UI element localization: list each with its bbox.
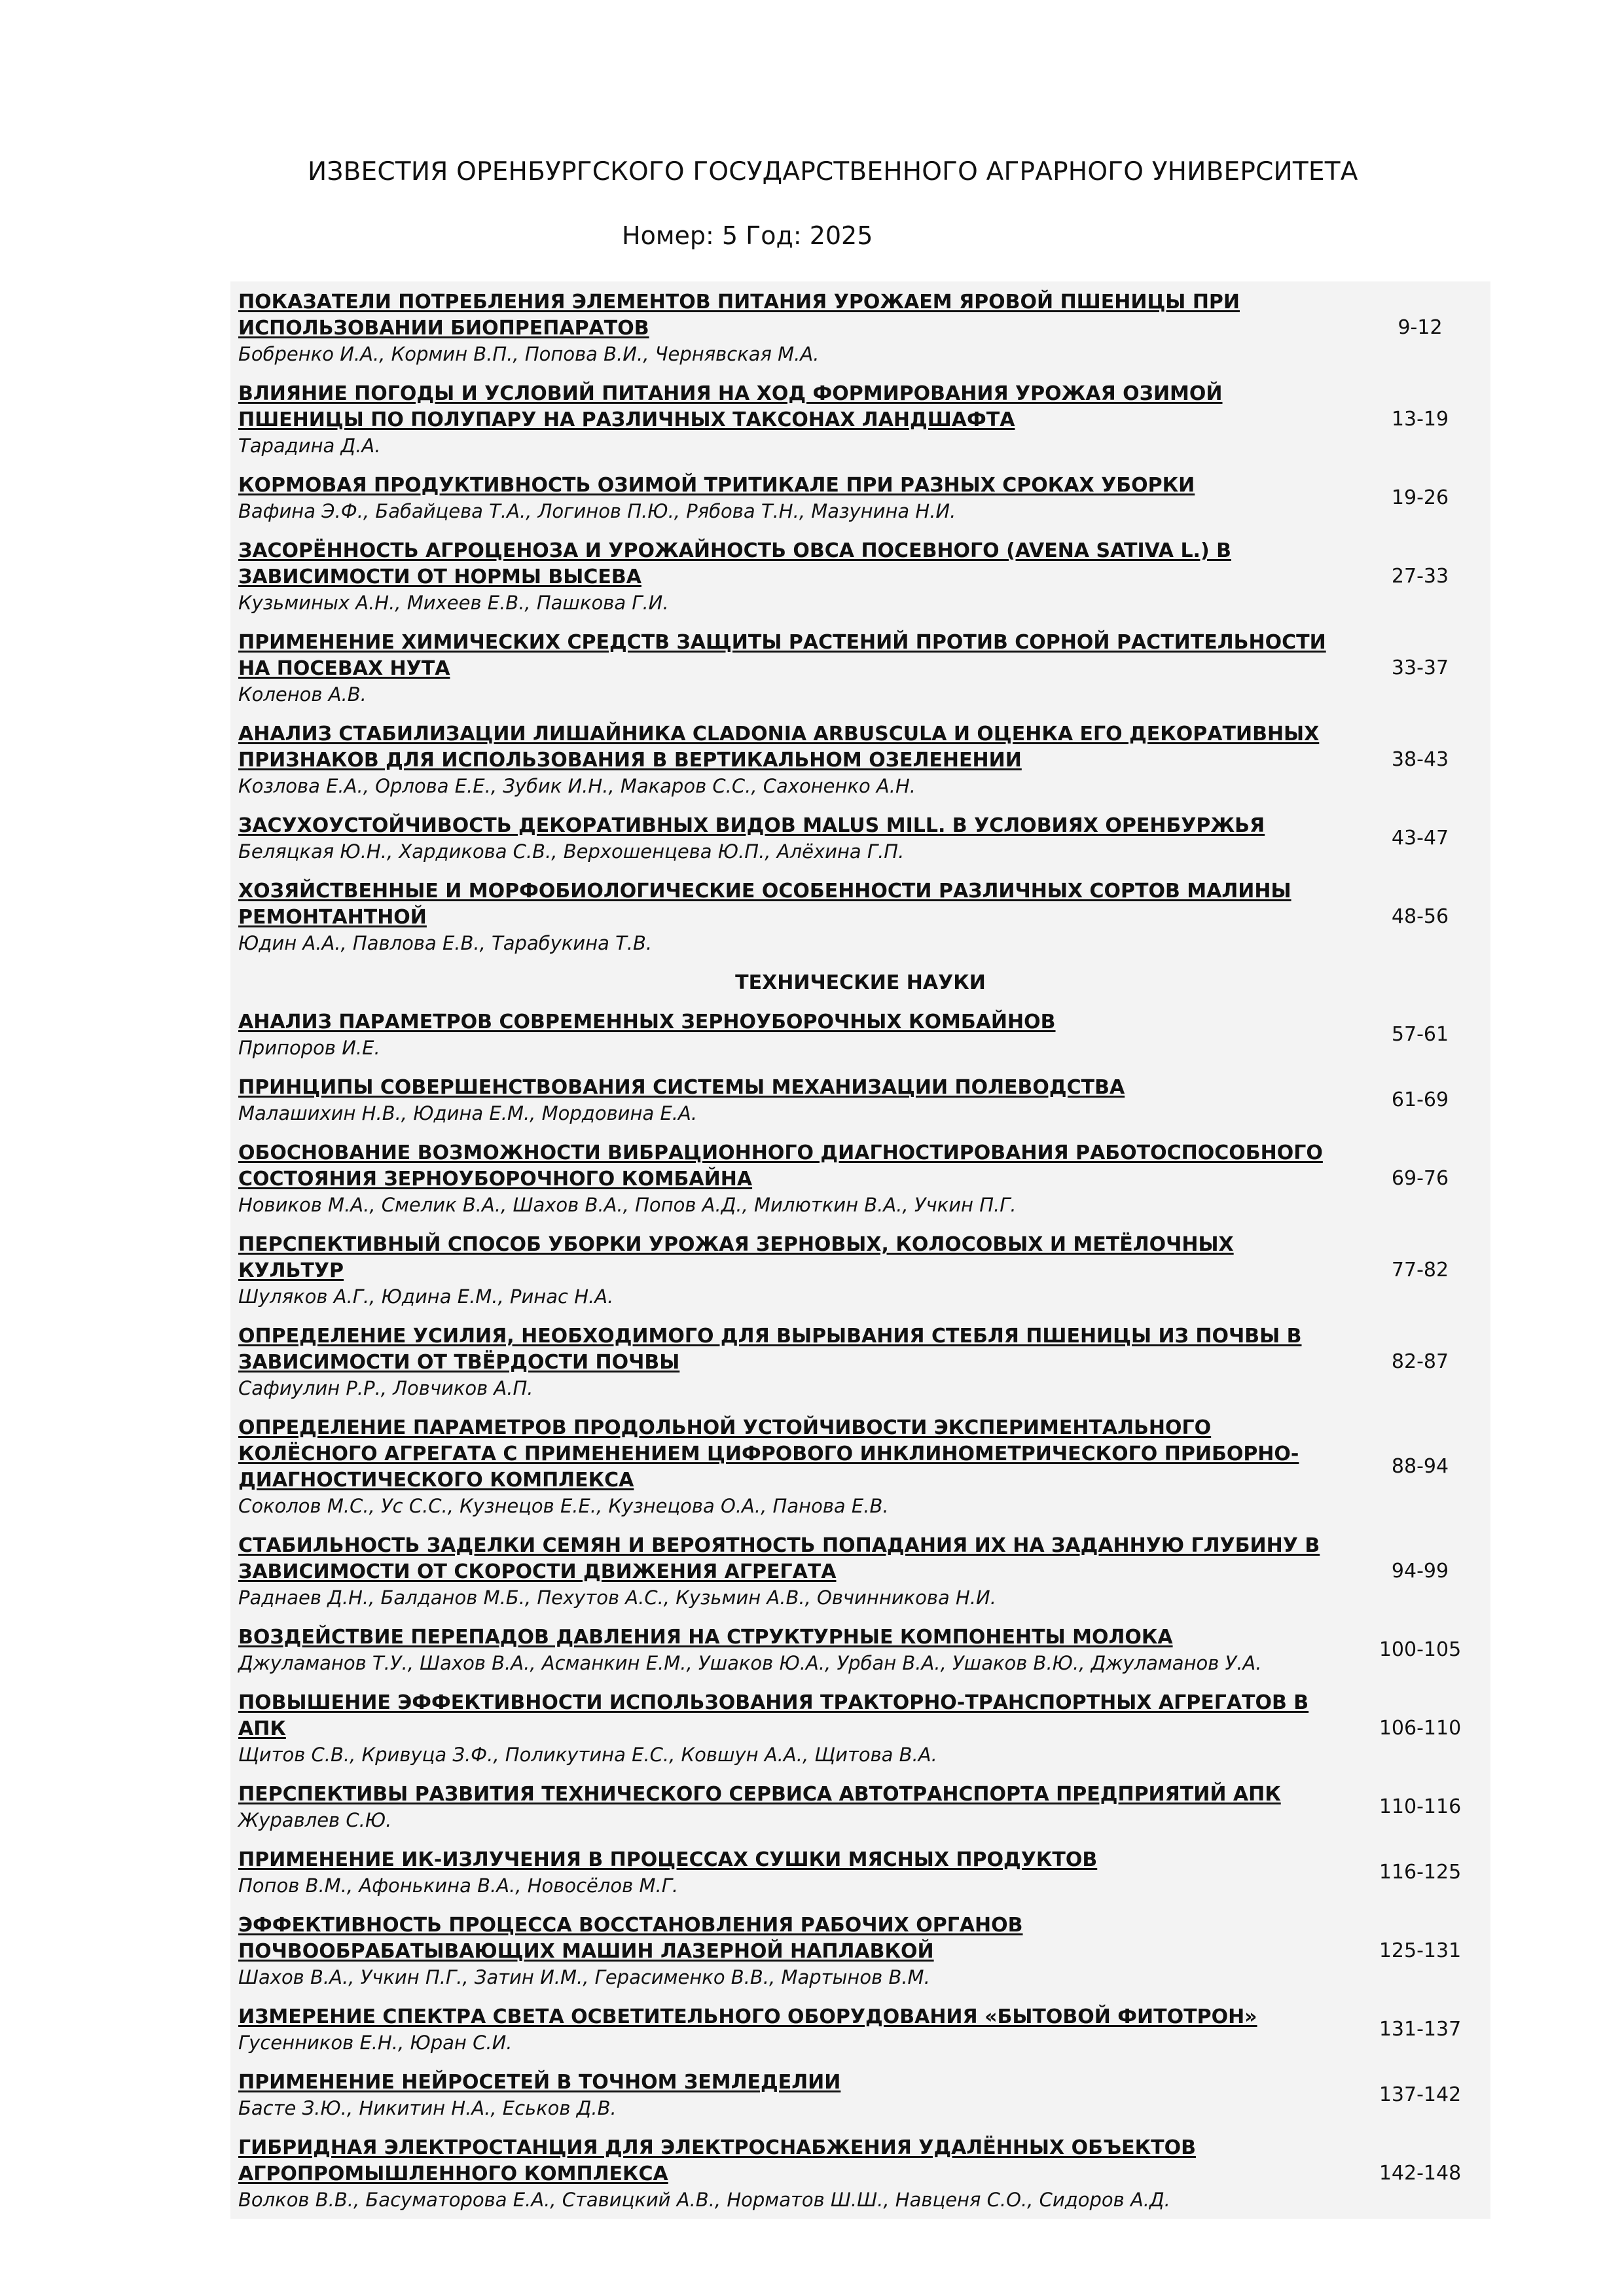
article-title-link[interactable]: ПРИМЕНЕНИЕ НЕЙРОСЕТЕЙ В ТОЧНОМ ЗЕМЛЕДЕЛИИ [238, 2071, 841, 2094]
toc-entry [230, 1996, 1490, 2062]
article-title-link[interactable]: ПЕРСПЕКТИВЫ РАЗВИТИЯ ТЕХНИЧЕСКОГО СЕРВИСА АВТОТРАНСПОРТА ПРЕДПРИЯТИЙ АПК [238, 1783, 1281, 1806]
page-range: 38-43 [1391, 747, 1449, 771]
entry-cell [230, 870, 1350, 962]
page-range: 13-19 [1391, 407, 1449, 431]
article-authors: Попов В.М., Афонькина В.А., Новосёлов М.Г. [238, 1874, 679, 1897]
article-title-link[interactable]: ЗАСОРЁННОСТЬ АГРОЦЕНОЗА И УРОЖАЙНОСТЬ ОВСА ПОСЕВНОГО (AVENA SATIVA L.) В ЗАВИСИМОСТИ ОТ НОРМЫ ВЫСЕВА [238, 539, 1231, 588]
toc-entry [230, 1407, 1490, 1525]
page-range: 88-94 [1391, 1454, 1449, 1478]
article-authors: Гусенников Е.Н., Юран С.И. [238, 2032, 513, 2054]
entry-cell [230, 1316, 1350, 1407]
article-title-link[interactable]: ПРИМЕНЕНИЕ ИК-ИЗЛУЧЕНИЯ В ПРОЦЕССАХ СУШКИ МЯСНЫХ ПРОДУКТОВ [238, 1848, 1098, 1871]
article-authors: Малашихин Н.В., Юдина Е.М., Мордовина Е.А. [238, 1102, 698, 1124]
entry-cell [230, 622, 1350, 713]
page-range: 125-131 [1379, 1939, 1462, 1962]
entry-cell [230, 805, 1350, 870]
article-authors: Джуламанов Т.У., Шахов В.А., Асманкин Е.М., Ушаков Ю.А., Урбан В.А., Ушаков В.Ю., Джуламанов У.А. [238, 1652, 1262, 1674]
article-title-link[interactable]: ИЗМЕРЕНИЕ СПЕКТРА СВЕТА ОСВЕТИТЕЛЬНОГО ОБОРУДОВАНИЯ «БЫТОВОЙ ФИТОТРОН» [238, 2005, 1257, 2028]
entry-cell [230, 465, 1350, 530]
page-range: 106-110 [1379, 1716, 1462, 1740]
toc-entry [230, 1617, 1490, 1682]
article-authors: Тарадина Д.А. [238, 435, 381, 457]
article-authors: Бобренко И.А., Кормин В.П., Попова В.И., Чернявская М.А. [238, 343, 820, 365]
article-title-link[interactable]: ЭФФЕКТИВНОСТЬ ПРОЦЕССА ВОССТАНОВЛЕНИЯ РАБОЧИХ ОРГАНОВ ПОЧВООБРАБАТЫВАЮЩИХ МАШИН ЛАЗЕРНОЙ НАПЛАВКОЙ [238, 1914, 1023, 1963]
article-authors: Щитов С.В., Кривуца З.Ф., Поликутина Е.С., Ковшун А.А., Щитова В.А. [238, 1744, 937, 1766]
entry-cell [230, 1224, 1350, 1316]
page-range: 131-137 [1379, 2017, 1462, 2041]
entry-cell [230, 281, 1350, 373]
page-range: 77-82 [1391, 1258, 1449, 1282]
entry-cell [230, 2062, 1350, 2127]
page-range: 61-69 [1391, 1088, 1449, 1111]
page-range: 19-26 [1391, 486, 1449, 509]
table-of-contents [230, 281, 1490, 2219]
entry-cell [230, 1525, 1350, 1617]
entry-cell [230, 1839, 1350, 1905]
article-authors: Журавлев С.Ю. [238, 1809, 392, 1831]
article-title-link[interactable]: ПРИМЕНЕНИЕ ХИМИЧЕСКИХ СРЕДСТВ ЗАЩИТЫ РАСТЕНИЙ ПРОТИВ СОРНОЙ РАСТИТЕЛЬНОСТИ НА ПОСЕВАХ НУТА [238, 631, 1326, 680]
page-range: 43-47 [1391, 826, 1449, 850]
article-authors: Шахов В.А., Учкин П.Г., Затин И.М., Герасименко В.В., Мартынов В.М. [238, 1966, 930, 1988]
entry-cell [230, 713, 1350, 805]
entry-cell [230, 1001, 1350, 1067]
article-title-link[interactable]: КОРМОВАЯ ПРОДУКТИВНОСТЬ ОЗИМОЙ ТРИТИКАЛЕ ПРИ РАЗНЫХ СРОКАХ УБОРКИ [238, 474, 1195, 497]
article-authors: Басте З.Ю., Никитин Н.А., Еськов Д.В. [238, 2097, 617, 2119]
article-title-link[interactable]: ПЕРСПЕКТИВНЫЙ СПОСОБ УБОРКИ УРОЖАЯ ЗЕРНОВЫХ, КОЛОСОВЫХ И МЕТЁЛОЧНЫХ КУЛЬТУР [238, 1233, 1234, 1282]
entry-cell [230, 1132, 1350, 1224]
entry-cell [230, 1617, 1350, 1682]
page-range: 142-148 [1379, 2161, 1462, 2185]
toc-entry [230, 2062, 1490, 2127]
toc-entry [230, 1001, 1490, 1067]
entry-cell [230, 373, 1350, 465]
toc-section [230, 962, 1490, 1001]
toc-entry [230, 281, 1490, 373]
page-range: 57-61 [1391, 1022, 1449, 1046]
entry-cell [230, 1407, 1350, 1525]
article-authors: Сафиулин Р.Р., Ловчиков А.П. [238, 1377, 533, 1399]
article-title-link[interactable]: ВОЗДЕЙСТВИЕ ПЕРЕПАДОВ ДАВЛЕНИЯ НА СТРУКТУРНЫЕ КОМПОНЕНТЫ МОЛОКА [238, 1626, 1173, 1649]
page-range: 48-56 [1391, 905, 1449, 928]
toc-entry [230, 1132, 1490, 1224]
toc-entry [230, 622, 1490, 713]
article-authors: Новиков М.А., Смелик В.А., Шахов В.А., Попов А.Д., Милюткин В.А., Учкин П.Г. [238, 1194, 1017, 1216]
article-title-link[interactable]: ГИБРИДНАЯ ЭЛЕКТРОСТАНЦИЯ ДЛЯ ЭЛЕКТРОСНАБЖЕНИЯ УДАЛЁННЫХ ОБЪЕКТОВ АГРОПРОМЫШЛЕННОГО КОМПЛЕКСА [238, 2136, 1196, 2185]
page-range: 137-142 [1379, 2083, 1462, 2106]
article-title-link[interactable]: ОПРЕДЕЛЕНИЕ ПАРАМЕТРОВ ПРОДОЛЬНОЙ УСТОЙЧИВОСТИ ЭКСПЕРИМЕНТАЛЬНОГО КОЛЁСНОГО АГРЕГАТА С ПРИМЕНЕНИЕМ ЦИФРОВОГО ИНКЛИНОМЕТРИЧЕСКОГО ПРИБОРНО-ДИАГНОСТИЧЕСКОГО КОМПЛЕКСА [238, 1416, 1299, 1492]
section-row [230, 962, 1490, 1001]
toc-entry [230, 1525, 1490, 1617]
toc-entry [230, 1224, 1490, 1316]
toc-entry [230, 713, 1490, 805]
article-title-link[interactable]: ПРИНЦИПЫ СОВЕРШЕНСТВОВАНИЯ СИСТЕМЫ МЕХАНИЗАЦИИ ПОЛЕВОДСТВА [238, 1076, 1125, 1099]
toc-entry [230, 530, 1490, 622]
article-title-link[interactable]: ХОЗЯЙСТВЕННЫЕ И МОРФОБИОЛОГИЧЕСКИЕ ОСОБЕННОСТИ РАЗЛИЧНЫХ СОРТОВ МАЛИНЫ РЕМОНТАНТНОЙ [238, 880, 1291, 929]
issue-number-year: Номер: 5 Год: 2025 [622, 221, 873, 250]
article-authors: Юдин А.А., Павлова Е.В., Тарабукина Т.В. [238, 932, 653, 954]
article-title-link[interactable]: ПОВЫШЕНИЕ ЭФФЕКТИВНОСТИ ИСПОЛЬЗОВАНИЯ ТРАКТОРНО-ТРАНСПОРТНЫХ АГРЕГАТОВ В АПК [238, 1691, 1309, 1740]
article-authors: Шуляков А.Г., Юдина Е.М., Ринас Н.А. [238, 1285, 614, 1308]
article-title-link[interactable]: ЗАСУХОУСТОЙЧИВОСТЬ ДЕКОРАТИВНЫХ ВИДОВ MALUS MILL. В УСЛОВИЯХ ОРЕНБУРЖЬЯ [238, 814, 1265, 837]
toc-entry [230, 1067, 1490, 1132]
toc-entry [230, 465, 1490, 530]
toc-entry [230, 1316, 1490, 1407]
page-range: 94-99 [1391, 1559, 1449, 1583]
entry-cell [230, 1682, 1350, 1774]
entry-cell [230, 530, 1350, 622]
article-title-link[interactable]: АНАЛИЗ ПАРАМЕТРОВ СОВРЕМЕННЫХ ЗЕРНОУБОРОЧНЫХ КОМБАЙНОВ [238, 1011, 1056, 1033]
page-range: 33-37 [1391, 656, 1449, 679]
toc-group-agronomy [230, 281, 1490, 962]
page-range: 116-125 [1379, 1860, 1462, 1884]
article-title-link[interactable]: СТАБИЛЬНОСТЬ ЗАДЕЛКИ СЕМЯН И ВЕРОЯТНОСТЬ ПОПАДАНИЯ ИХ НА ЗАДАННУЮ ГЛУБИНУ В ЗАВИСИМОСТИ ОТ СКОРОСТИ ДВИЖЕНИЯ АГРЕГАТА [238, 1534, 1320, 1583]
toc-entry [230, 805, 1490, 870]
page-range: 82-87 [1391, 1350, 1449, 1373]
toc-entry [230, 373, 1490, 465]
article-authors: Соколов М.С., Ус С.С., Кузнецов Е.Е., Кузнецова О.А., Панова Е.В. [238, 1495, 889, 1517]
page-range: 100-105 [1379, 1638, 1462, 1661]
toc-entry [230, 1774, 1490, 1839]
article-authors: Припоров И.Е. [238, 1037, 380, 1059]
article-title-link[interactable]: АНАЛИЗ СТАБИЛИЗАЦИИ ЛИШАЙНИКА CLADONIA ARBUSCULA И ОЦЕНКА ЕГО ДЕКОРАТИВНЫХ ПРИЗНАКОВ ДЛЯ ИСПОЛЬЗОВАНИЯ В ВЕРТИКАЛЬНОМ ОЗЕЛЕНЕНИИ [238, 723, 1320, 772]
page-range: 69-76 [1391, 1166, 1449, 1190]
page-range: 27-33 [1391, 564, 1449, 588]
entry-cell [230, 1067, 1350, 1132]
page-range: 110-116 [1379, 1795, 1462, 1818]
article-title-link[interactable]: ОБОСНОВАНИЕ ВОЗМОЖНОСТИ ВИБРАЦИОННОГО ДИАГНОСТИРОВАНИЯ РАБОТОСПОСОБНОГО СОСТОЯНИЯ ЗЕРНОУБОРОЧНОГО КОМБАЙНА [238, 1141, 1323, 1191]
article-authors: Беляцкая Ю.Н., Хардикова С.В., Верхошенцева Ю.П., Алёхина Г.П. [238, 840, 905, 863]
entry-cell [230, 2127, 1350, 2219]
article-title-link[interactable]: ВЛИЯНИЕ ПОГОДЫ И УСЛОВИЙ ПИТАНИЯ НА ХОД ФОРМИРОВАНИЯ УРОЖАЯ ОЗИМОЙ ПШЕНИЦЫ ПО ПОЛУПАРУ НА РАЗЛИЧНЫХ ТАКСОНАХ ЛАНДШАФТА [238, 382, 1223, 431]
page-range: 9-12 [1398, 315, 1443, 339]
section-heading: ТЕХНИЧЕСКИЕ НАУКИ [735, 971, 986, 994]
toc-group-technical [230, 1001, 1490, 2219]
entry-cell [230, 1905, 1350, 1996]
toc-entry [230, 1905, 1490, 1996]
article-title-link[interactable]: ОПРЕДЕЛЕНИЕ УСИЛИЯ, НЕОБХОДИМОГО ДЛЯ ВЫРЫВАНИЯ СТЕБЛЯ ПШЕНИЦЫ ИЗ ПОЧВЫ В ЗАВИСИМОСТИ ОТ ТВЁРДОСТИ ПОЧВЫ [238, 1325, 1302, 1374]
entry-cell [230, 1996, 1350, 2062]
toc-entry [230, 870, 1490, 962]
toc-entry [230, 1682, 1490, 1774]
toc-entry [230, 1839, 1490, 1905]
article-authors: Раднаев Д.Н., Балданов М.Б., Пехутов А.С., Кузьмин А.В., Овчинникова Н.И. [238, 1587, 996, 1609]
journal-title: ИЗВЕСТИЯ ОРЕНБУРГСКОГО ГОСУДАРСТВЕННОГО АГРАРНОГО УНИВЕРСИТЕТА [308, 157, 1358, 187]
article-authors: Кузьминых А.Н., Михеев Е.В., Пашкова Г.И. [238, 592, 669, 614]
article-authors: Коленов А.В. [238, 683, 367, 706]
article-authors: Козлова Е.А., Орлова Е.Е., Зубик И.Н., Макаров С.С., Сахоненко А.Н. [238, 775, 916, 797]
entry-cell [230, 1774, 1350, 1839]
article-authors: Волков В.В., Басуматорова Е.А., Ставицкий А.В., Норматов Ш.Ш., Навценя С.О., Сидоров А.Д. [238, 2189, 1170, 2211]
article-title-link[interactable]: ПОКАЗАТЕЛИ ПОТРЕБЛЕНИЯ ЭЛЕМЕНТОВ ПИТАНИЯ УРОЖАЕМ ЯРОВОЙ ПШЕНИЦЫ ПРИ ИСПОЛЬЗОВАНИИ БИОПРЕПАРАТОВ [238, 291, 1240, 340]
toc-entry [230, 2127, 1490, 2219]
article-authors: Вафина Э.Ф., Бабайцева Т.А., Логинов П.Ю., Рябова Т.Н., Мазунина Н.И. [238, 500, 956, 522]
